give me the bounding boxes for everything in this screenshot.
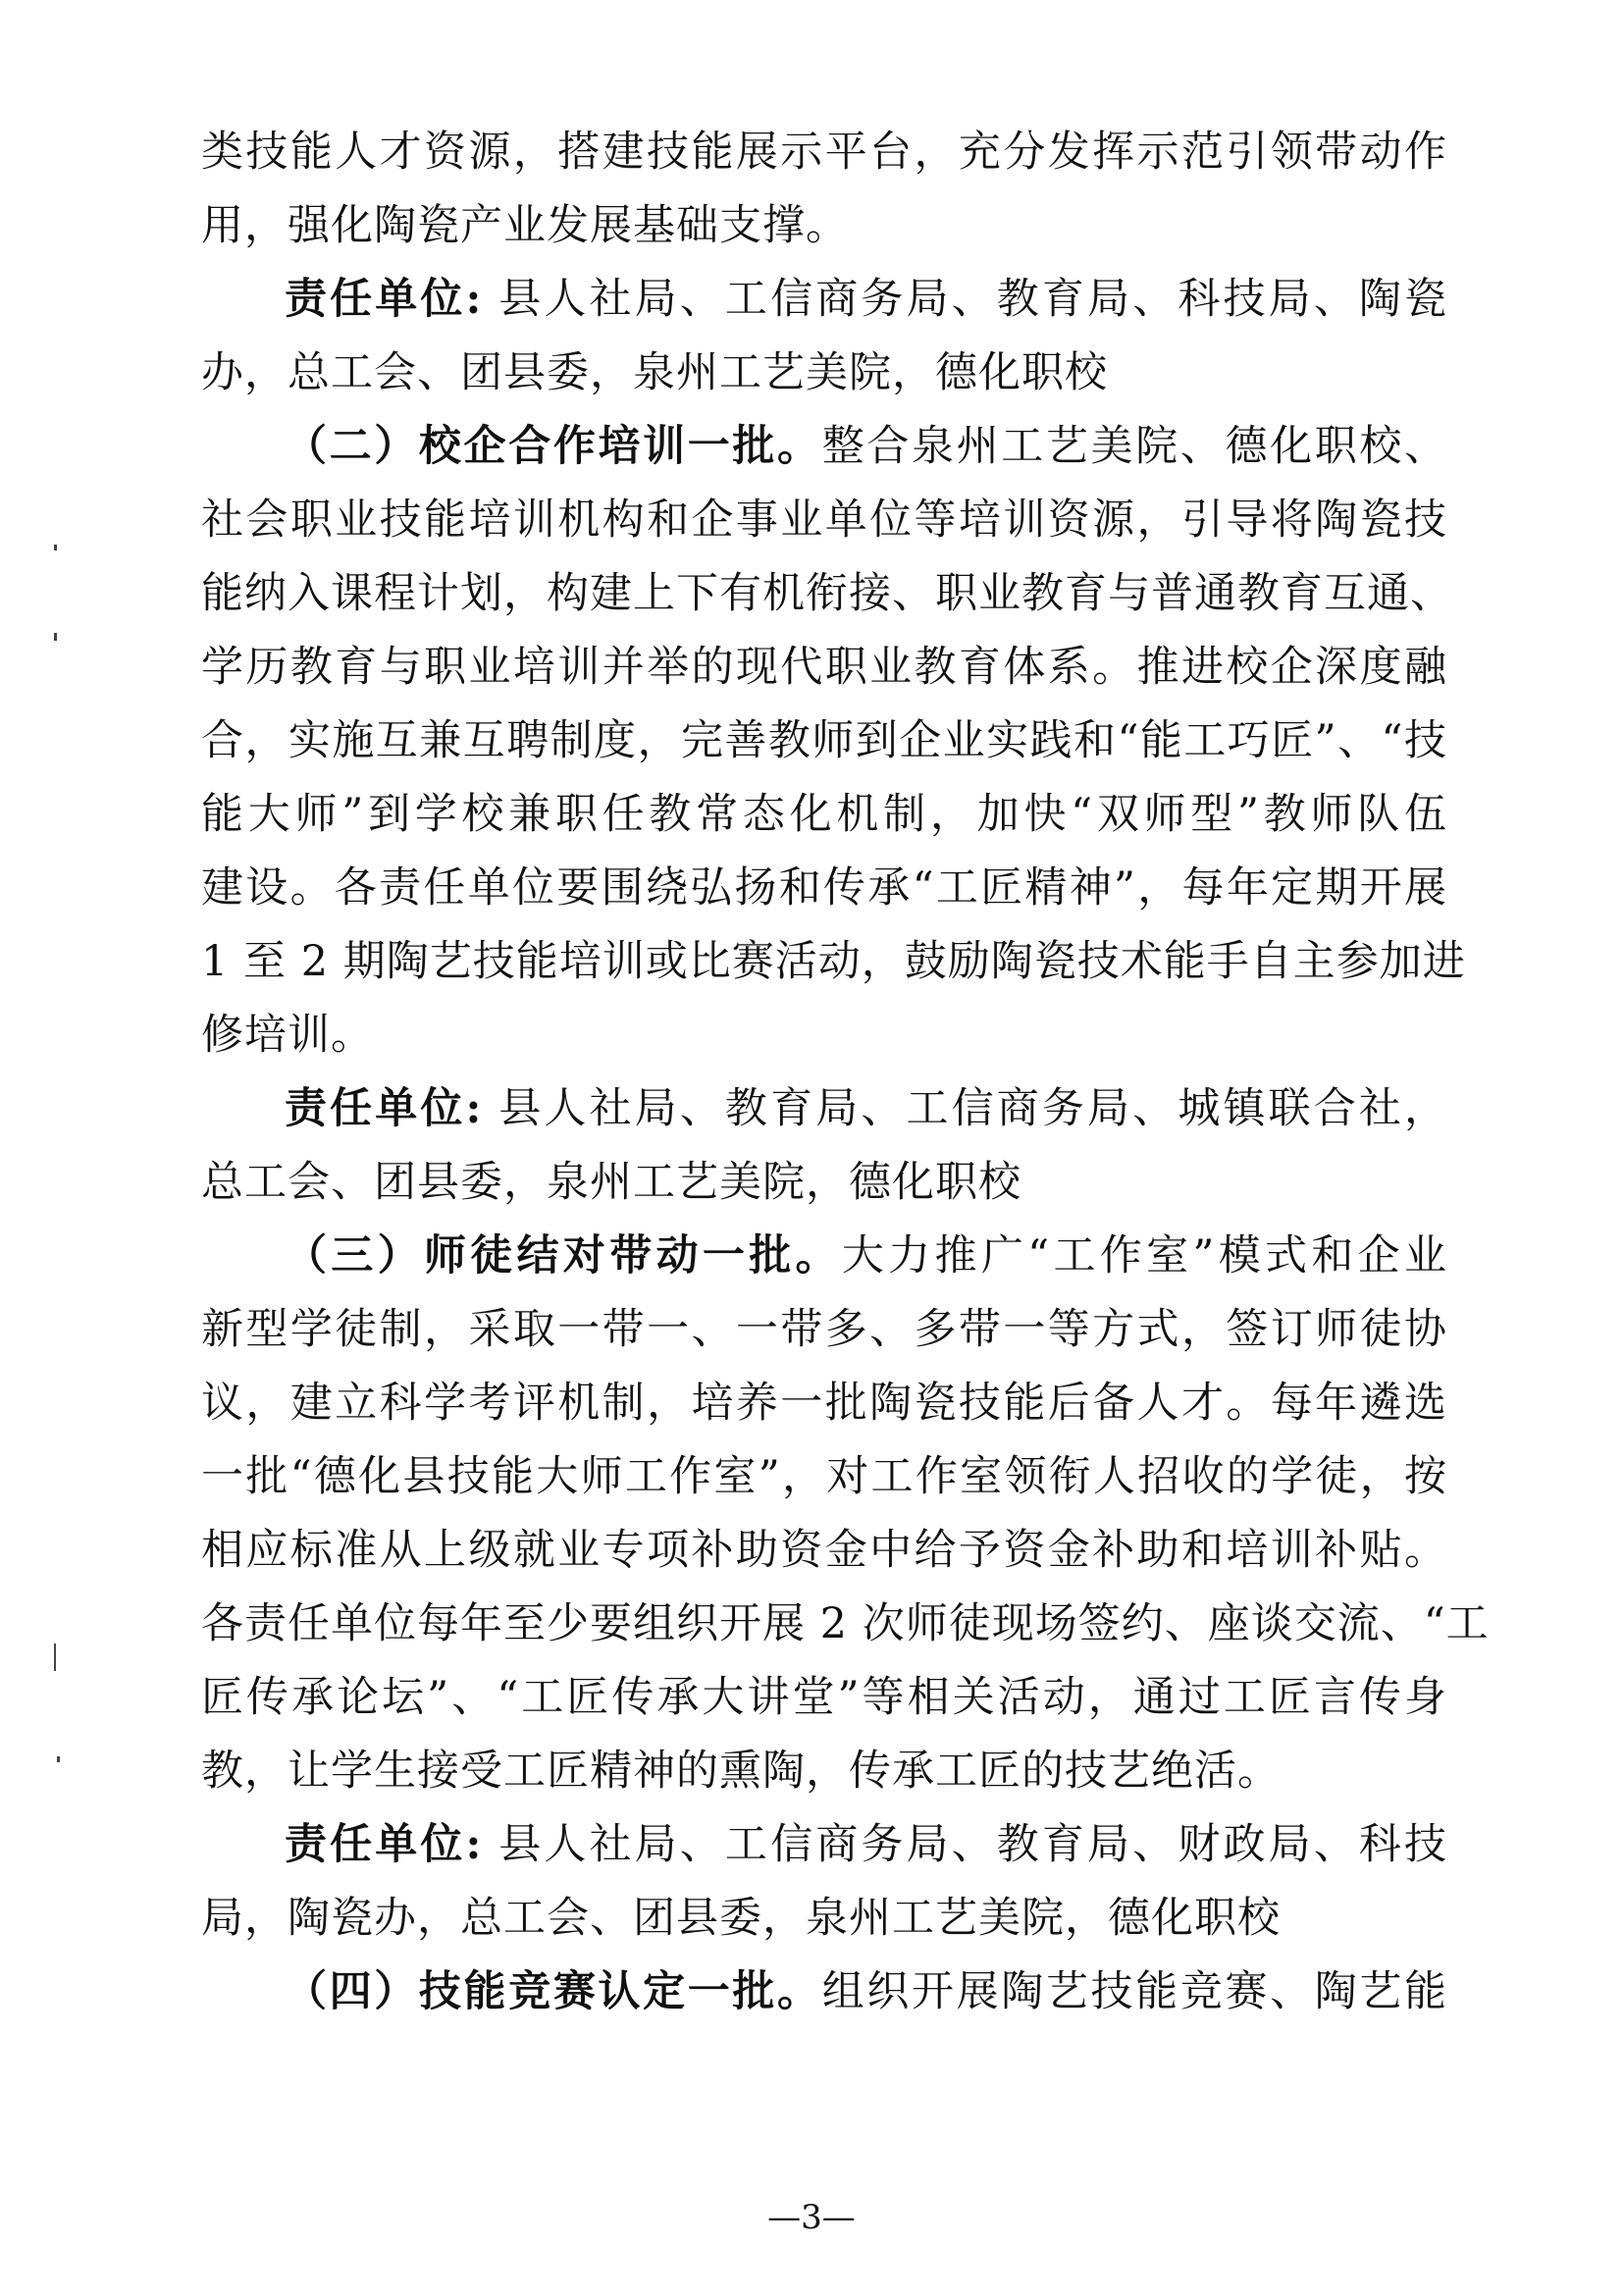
paragraph-line: 议，建立科学考评机制，培养一批陶瓷技能后备人才。每年遴选 <box>201 1379 1447 1428</box>
section-heading-line: （四）技能竞赛认定一批。组织开展陶艺技能竞赛、陶艺能 <box>285 1967 1448 2016</box>
section-heading-line: （三）师徒结对带动一批。大力推广“工作室”模式和企业 <box>285 1231 1448 1280</box>
paragraph-line: 建设。各责任单位要围绕弘扬和传承“工匠精神”，每年定期开展 <box>201 863 1447 913</box>
section-heading: （二）校企合作培训一批。 <box>285 422 822 471</box>
section-heading: （四）技能竞赛认定一批。 <box>285 1967 822 2016</box>
paragraph-line: 类技能人才资源，搭建技能展示平台，充分发挥示范引领带动作 <box>201 128 1447 177</box>
responsible-unit-line: 责任单位: 县人社局、工信商务局、教育局、财政局、科技 <box>285 1820 1448 1869</box>
section-heading: （三）师徒结对带动一批。 <box>285 1231 842 1280</box>
scan-mark <box>54 633 57 641</box>
paragraph-line: 用，强化陶瓷产业发展基础支撑。 <box>201 201 849 250</box>
paragraph-line: 教，让学生接受工匠精神的熏陶，传承工匠的技艺绝活。 <box>201 1747 1281 1796</box>
scan-mark <box>54 1644 56 1671</box>
responsible-unit-line: 责任单位: 县人社局、工信商务局、教育局、科技局、陶瓷 <box>285 275 1448 324</box>
paragraph-line: 局，陶瓷办，总工会、团县委，泉州工艺美院，德化职校 <box>201 1894 1281 1943</box>
paragraph-line: 一批“德化县技能大师工作室”，对工作室领衔人招收的学徒，按 <box>201 1452 1447 1501</box>
paragraph-line: 能纳入课程计划，构建上下有机衔接、职业教育与普通教育互通、 <box>201 569 1453 618</box>
paragraph-line: 相应标准从上级就业专项补助资金中给予资金补助和培训补贴。 <box>201 1526 1447 1575</box>
paragraph-line: 修培训。 <box>201 1011 374 1060</box>
paragraph-line: 合，实施互兼互聘制度，完善教师到企业实践和“能工巧匠”、“技 <box>201 716 1447 765</box>
scan-mark <box>57 1756 60 1762</box>
scan-mark <box>54 545 57 550</box>
paragraph-line: 社会职业技能培训机构和企事业单位等培训资源，引导将陶瓷技 <box>201 496 1447 545</box>
paragraph-line: 办，总工会、团县委，泉州工艺美院，德化职校 <box>201 348 1108 397</box>
page-number: —3— <box>767 2198 856 2237</box>
paragraph-line: 新型学徒制，采取一带一、一带多、多带一等方式，签订师徒协 <box>201 1305 1447 1354</box>
section-heading-line: （二）校企合作培训一批。整合泉州工艺美院、德化职校、 <box>285 422 1448 471</box>
paragraph-line: 1 至 2 期陶艺技能培训或比赛活动，鼓励陶瓷技术能手自主参加进 <box>201 937 1466 986</box>
paragraph-line: 匠传承论坛”、“工匠传承大讲堂”等相关活动，通过工匠言传身 <box>201 1673 1447 1722</box>
responsible-unit-label: 责任单位: <box>285 275 483 324</box>
responsible-unit-line: 责任单位: 县人社局、教育局、工信商务局、城镇联合社， <box>285 1084 1448 1133</box>
paragraph-line: 能大师”到学校兼职任教常态化机制，加快“双师型”教师队伍 <box>201 790 1447 839</box>
paragraph-line: 各责任单位每年至少要组织开展 2 次师徒现场签约、座谈交流、“工 <box>201 1599 1490 1648</box>
responsible-unit-label: 责任单位: <box>285 1084 483 1133</box>
paragraph-line: 学历教育与职业培训并举的现代职业教育体系。推进校企深度融 <box>201 643 1447 692</box>
paragraph-line: 总工会、团县委，泉州工艺美院，德化职校 <box>201 1158 1021 1207</box>
responsible-unit-label: 责任单位: <box>285 1820 483 1869</box>
